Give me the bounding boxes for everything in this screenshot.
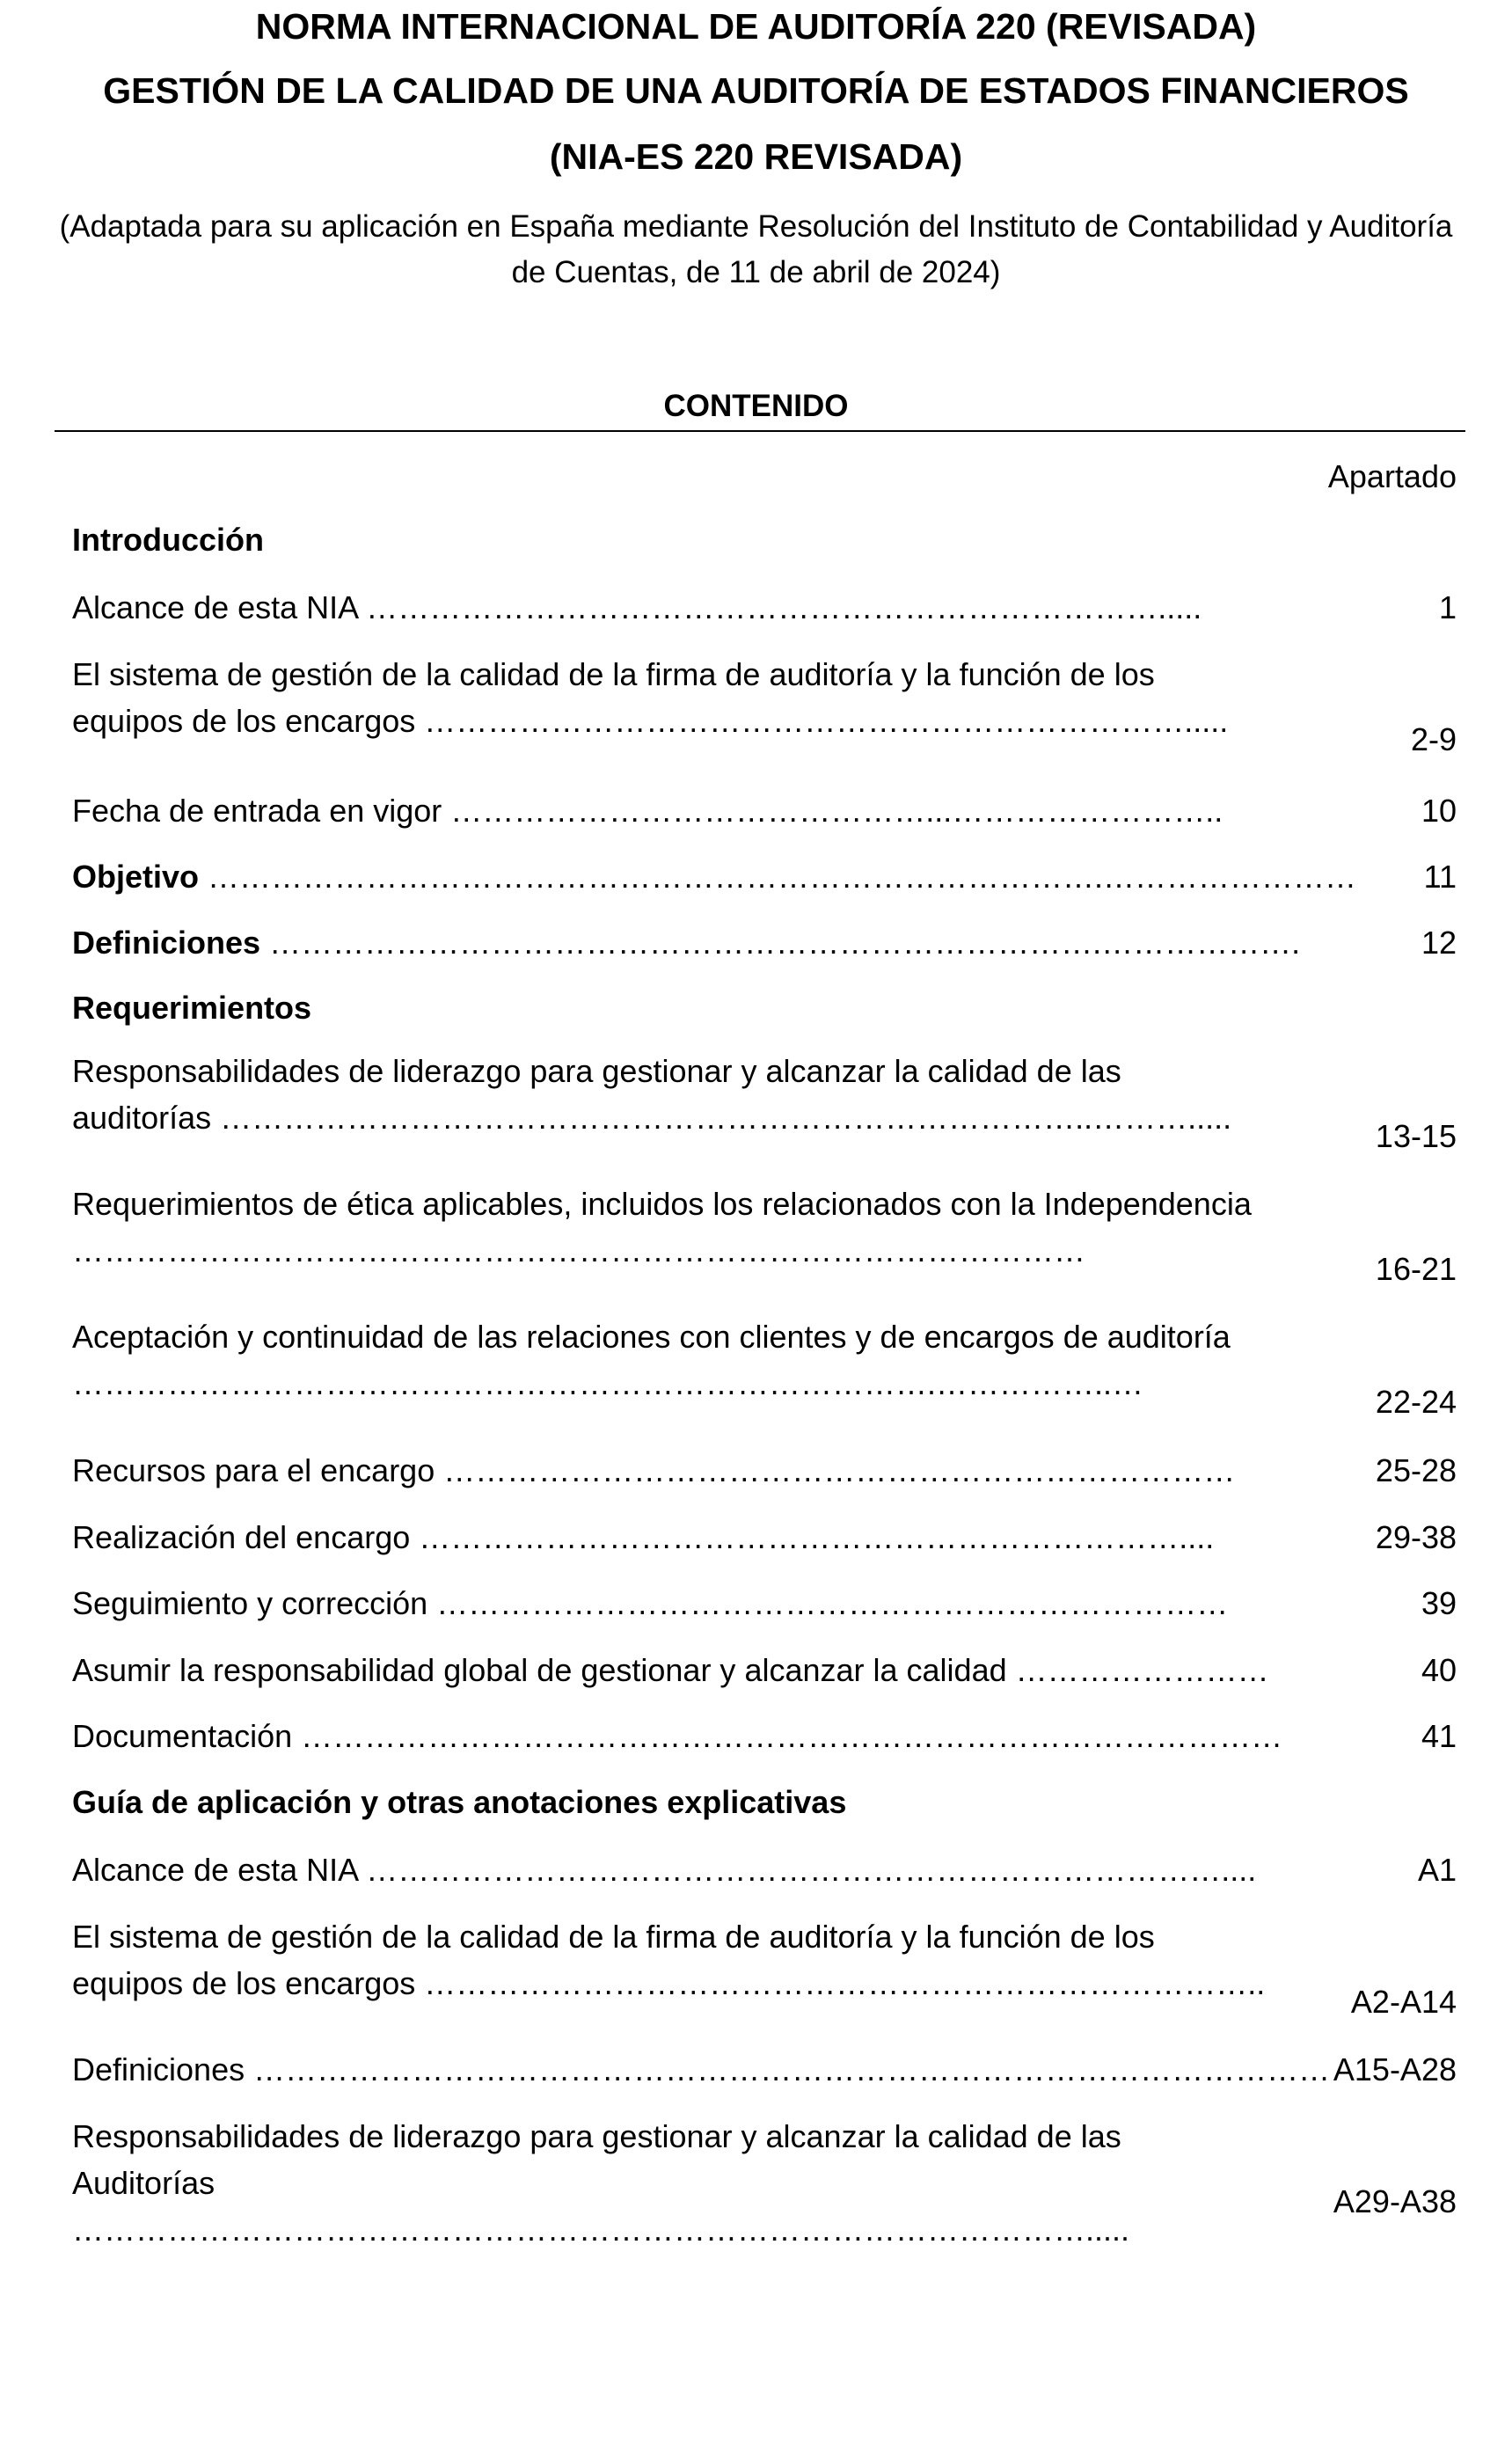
toc-entry-text: El sistema de gestión de la calidad de la firma de auditoría y la función de los equipos de los encargos ……………………………………………………………………..	[72, 1919, 1266, 2001]
document-subtitle: (Adaptada para su aplicación en España mediante Resolución del Instituto de Contabilidad y Auditoría de Cuentas, de 11 de abril de 2024)	[59, 209, 1453, 289]
section-heading-guia: Guía de aplicación y otras anotaciones explicativas	[72, 1784, 847, 1820]
toc-entry-number: 25-28	[1375, 1452, 1457, 1488]
toc-entry-number: 40	[1421, 1652, 1457, 1688]
toc-entry[interactable]	[72, 1846, 1457, 1893]
toc-entry[interactable]	[72, 1048, 1457, 1154]
document-title-line-3: (NIA-ES 220 REVISADA)	[549, 136, 963, 177]
toc-entry[interactable]	[72, 1647, 1457, 1693]
toc-entry-text: Asumir la responsabilidad global de gestionar y alcanzar la calidad ……………………	[72, 1652, 1269, 1688]
toc-entry-definiciones[interactable]	[72, 919, 1457, 966]
column-label-apartado: Apartado	[1327, 458, 1457, 494]
toc-entry-number: 12	[1421, 925, 1457, 961]
toc-entry-text: Recursos para el encargo …………………………………………………………………	[72, 1452, 1236, 1488]
toc-entry-text: Objetivo ………………………………………………………………………….……………………	[72, 859, 1357, 895]
toc-entry[interactable]	[72, 651, 1457, 757]
toc-entry-number: 22-24	[1375, 1384, 1457, 1420]
toc-entry-text: Alcance de esta NIA ………………………………………………………………….....	[72, 589, 1202, 625]
document-title-line-1: NORMA INTERNACIONAL DE AUDITORÍA 220 (REVISADA)	[255, 6, 1257, 47]
toc-entry[interactable]	[72, 1580, 1457, 1627]
section-heading-introduccion: Introducción	[72, 522, 264, 558]
toc-entry-number: A1	[1417, 1852, 1457, 1888]
toc-entry[interactable]	[72, 1181, 1457, 1287]
toc-entry-number: A15-A28	[1333, 2051, 1457, 2087]
toc-entry-number: 29-38	[1375, 1519, 1457, 1555]
section-heading-requerimientos: Requerimientos	[72, 990, 312, 1026]
toc-entry-text: Requerimientos de ética aplicables, incluidos los relacionados con la Independencia ……………………………………………………………………………………	[72, 1186, 1252, 1269]
toc-entry-number: 16-21	[1375, 1251, 1457, 1287]
toc-entry-number: 11	[1423, 859, 1457, 895]
toc-entry-text: Seguimiento y corrección …………………………………………………………………	[72, 1585, 1229, 1621]
document-title-line-2: GESTIÓN DE LA CALIDAD DE UNA AUDITORÍA DE ESTADOS FINANCIEROS	[103, 70, 1409, 111]
toc-entry-text: Definiciones …………………………………………………………………….……………….	[72, 925, 1301, 961]
toc-entry-number: A29-A38	[1333, 2183, 1457, 2219]
toc-entry[interactable]	[72, 1313, 1457, 1420]
toc-entry-text: Fecha de entrada en vigor ………………………………………...……………………..	[72, 793, 1223, 829]
toc-entry-text: Realización del encargo ………………………………………………………………....	[72, 1519, 1215, 1555]
toc-entry[interactable]	[72, 787, 1457, 834]
toc-entry[interactable]	[72, 1913, 1457, 2020]
contents-divider	[55, 430, 1465, 432]
toc-entry-number: A2-A14	[1350, 1984, 1457, 2020]
toc-entry[interactable]	[72, 1447, 1457, 1494]
toc-entry-number: 13-15	[1375, 1118, 1457, 1154]
toc-entry-number: 41	[1421, 1718, 1457, 1754]
toc-entry[interactable]	[72, 584, 1457, 631]
toc-entry[interactable]	[72, 2046, 1457, 2093]
toc-entry-text: Aceptación y continuidad de las relaciones con clientes y de encargos de auditoría ……………………………………………………………………….……………..…	[72, 1319, 1231, 1401]
toc-entry-objetivo[interactable]	[72, 853, 1457, 900]
toc-entry-text: Responsabilidades de liderazgo para gestionar y alcanzar la calidad de las auditorías ………………………………………………………………………..……….....	[72, 1053, 1232, 1136]
toc-entry-text: Documentación …………………………………………………………………………………	[72, 1718, 1283, 1754]
toc-entry-number: 39	[1421, 1585, 1457, 1621]
toc-entry-text: Alcance de esta NIA ………………………………………………………………………....	[72, 1852, 1257, 1888]
toc-entry-text: El sistema de gestión de la calidad de la firma de auditoría y la función de los equipos de los encargos ……………………………………………………………….....	[72, 656, 1229, 739]
toc-entry-bold-label: Objetivo	[72, 859, 200, 895]
toc-entry-number: 2-9	[1410, 721, 1457, 757]
toc-entry-text: Definiciones …………………………………………………………………………………………	[72, 2051, 1331, 2087]
contents-heading: CONTENIDO	[663, 389, 849, 423]
toc-entry[interactable]	[72, 1514, 1457, 1561]
toc-entry[interactable]	[72, 1713, 1457, 1759]
toc-entry-number: 1	[1438, 589, 1457, 625]
toc-entry-number: 10	[1421, 793, 1457, 829]
toc-entry-bold-label: Definiciones	[72, 925, 261, 961]
toc-entry[interactable]	[72, 2113, 1457, 2248]
toc-entry-text: Responsabilidades de liderazgo para gestionar y alcanzar la calidad de las Auditorías …………………………………………………………………………………….....	[72, 2118, 1130, 2248]
